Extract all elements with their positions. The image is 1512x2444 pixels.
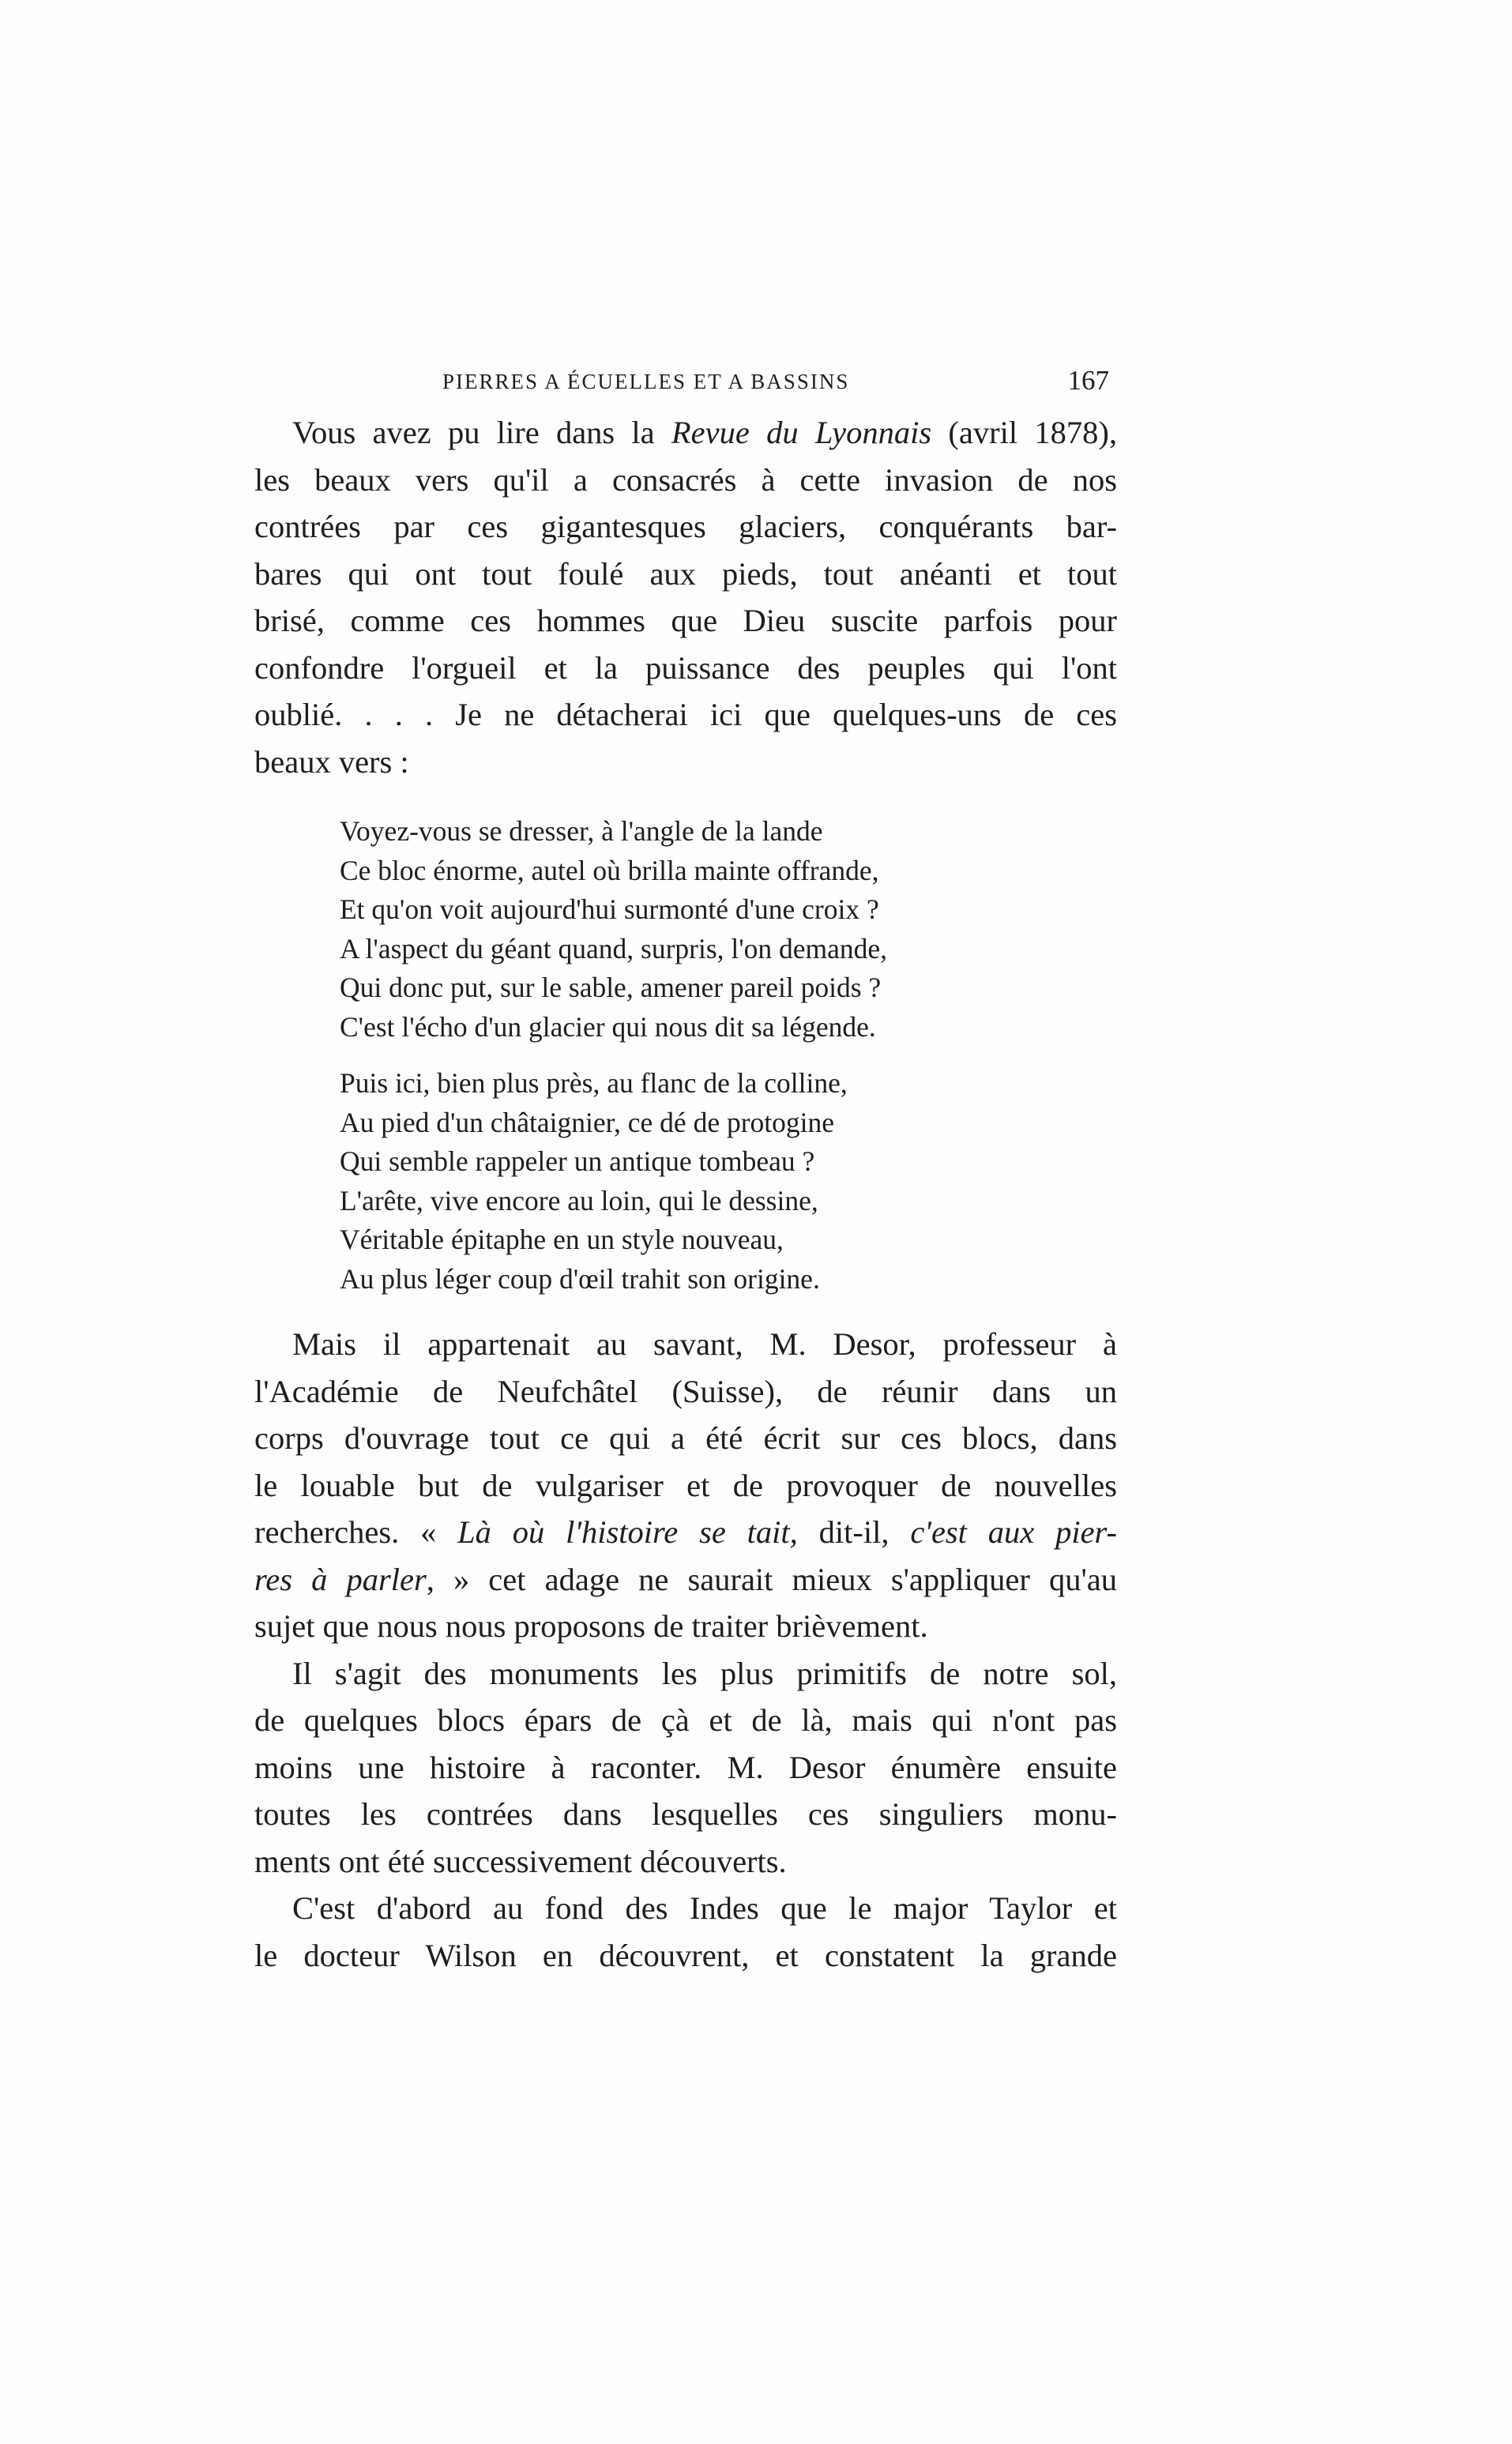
text-line: ments ont été successivement découverts. [254, 1843, 787, 1879]
quotation: c'est aux pier- [910, 1514, 1117, 1550]
text-span: dit-il, [797, 1514, 911, 1550]
paragraph-3 [254, 1650, 1117, 1886]
page-number: 167 [1067, 365, 1109, 396]
poem [340, 812, 1117, 1299]
text-span: Vous avez pu lire dans la [292, 415, 671, 450]
verse-line: C'est l'écho d'un glacier qui nous dit sa légende. [340, 1010, 876, 1043]
text-line: le louable but de vulgariser et de provoquer de nouvelles [254, 1467, 1117, 1503]
text-line: l'Académie de Neufchâtel (Suisse), de réunir dans un [254, 1373, 1117, 1409]
paragraph-1 [254, 409, 1117, 785]
text-line: Mais il appartenait au savant, M. Desor, professeur à [292, 1326, 1117, 1362]
verse-line: A l'aspect du géant quand, surpris, l'on demande, [340, 932, 888, 964]
text-line: brisé, comme ces hommes que Dieu suscite parfois pour [254, 603, 1117, 638]
poem-stanza-2 [340, 1064, 1117, 1299]
running-title: PIERRES A ÉCUELLES ET A BASSINS [442, 370, 850, 393]
book-page [254, 362, 1117, 1979]
verse-line: Et qu'on voit aujourd'hui surmonté d'une croix ? [340, 893, 879, 925]
journal-title: Revue du Lyonnais [671, 415, 932, 450]
text-line: corps d'ouvrage tout ce qui a été écrit sur ces blocs, dans [254, 1420, 1117, 1456]
text-span: (avril 1878), [931, 415, 1117, 450]
text-line: les beaux vers qu'il a consacrés à cette invasion de nos [254, 461, 1117, 498]
text-line: bares qui ont tout foulé aux pieds, tout anéanti et tout [254, 555, 1117, 592]
text-line: confondre l'orgueil et la puissance des peuples qui l'ont [254, 649, 1117, 686]
text-line: Il s'agit des monuments les plus primitifs de notre sol, [292, 1655, 1117, 1691]
text-line: toutes les contrées dans lesquelles ces singuliers monu- [254, 1796, 1117, 1832]
text-line: moins une histoire à raconter. M. Desor énumère ensuite [254, 1749, 1117, 1785]
verse-line: Ce bloc énorme, autel où brilla mainte offrande, [340, 854, 879, 886]
text-line: oublié. . . . Je ne détacherai ici que quelques-uns de ces [254, 697, 1117, 732]
quotation: Là où l'histoire se tait, [457, 1514, 798, 1550]
verse-line: Véritable épitaphe en un style nouveau, [340, 1224, 784, 1255]
verse-line: Au pied d'un châtaignier, ce dé de protogine [340, 1106, 834, 1138]
running-head [254, 362, 1117, 409]
text-line: C'est d'abord au fond des Indes que le major Taylor et [292, 1890, 1117, 1926]
text-line: le docteur Wilson en découvrent, et constatent la grande [254, 1937, 1117, 1973]
text-line [254, 1556, 1117, 1604]
verse-line: Puis ici, bien plus près, au flanc de la colline, [340, 1067, 848, 1099]
text-line: de quelques blocs épars de çà et de là, mais qui n'ont pas [254, 1702, 1117, 1738]
verse-line: Qui donc put, sur le sable, amener pareil poids ? [340, 972, 882, 1003]
text-span: , » cet adage ne saurait mieux s'appliquer qu'au [426, 1561, 1117, 1597]
text-line [254, 1509, 1117, 1556]
text-span: recherches. « [254, 1514, 458, 1550]
verse-line: Qui semble rappeler un antique tombeau ? [340, 1145, 815, 1177]
text-line: contrées par ces gigantesques glaciers, conquérants bar- [254, 509, 1117, 544]
poem-stanza-1 [340, 812, 1117, 1047]
paragraph-2 [254, 1321, 1117, 1650]
verse-line: Voyez-vous se dresser, à l'angle de la lande [340, 815, 823, 847]
verse-line: Au plus léger coup d'œil trahit son origine. [340, 1262, 820, 1295]
text-line: beaux vers : [254, 743, 409, 780]
paragraph-4 [254, 1885, 1117, 1979]
text-line: sujet que nous nous proposons de traiter brièvement. [254, 1608, 928, 1644]
verse-line: L'arête, vive encore au loin, qui le dessine, [340, 1184, 818, 1216]
text-line [254, 409, 1117, 457]
quotation: res à parler [254, 1561, 427, 1597]
